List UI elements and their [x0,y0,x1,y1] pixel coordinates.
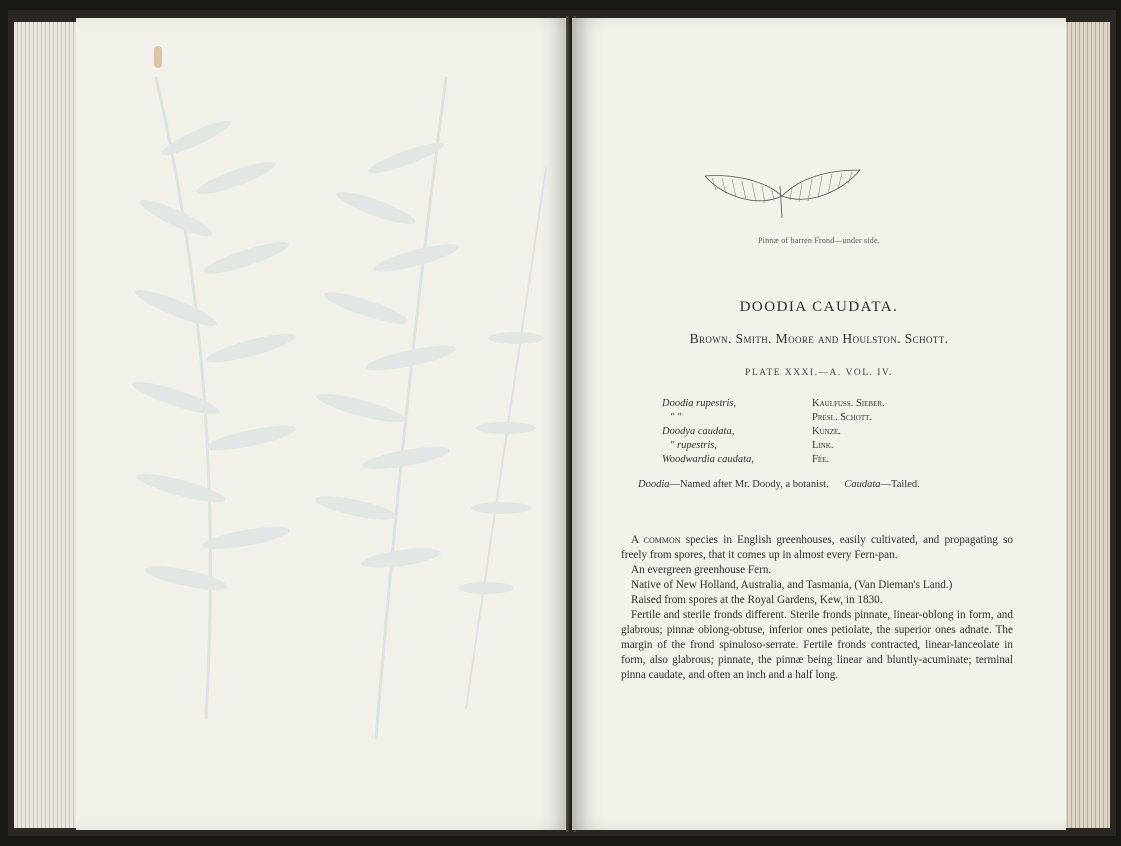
synonym-name: " " [670,412,682,423]
plate-reference: PLATE XXXI.—A. VOL. IV. [745,368,893,378]
etymology-species: Caudata [844,479,881,490]
synonym-authority: Kunze. [812,426,841,437]
left-page-edges [14,22,76,828]
paragraph [621,533,1013,563]
fern-showthrough-image [76,18,570,830]
synonym-authority: Link. [812,440,834,451]
authors-line: Brown. Smith. Moore and Houlston. Schott. [689,331,949,346]
description-text [621,533,1013,683]
synonym-row [572,398,1066,411]
etymology-line [638,479,1018,490]
paragraph: Fertile and sterile fronds different. Sterile fronds pinnate, linear-oblong in form, and glabrous; pinnæ oblong-obtuse, inferior ones petiolate, the superior ones adnate. The margin of the frond spinuloso-serrate. Fertile fronds contracted, linear-lanceolate in form, also glabrous; pinnate, the pinnæ being linear and bluntly-acuminate; terminal pinna caudate, and often an inch and a half long. [621,609,1013,681]
paragraph-lead: A common [631,534,681,546]
synonym-row [572,440,1066,453]
figure-caption: Pinnæ of barren Frond—under side. [758,236,880,245]
etymology-genus: Doodia [638,479,670,490]
synonym-row [572,412,1066,425]
synonym-name: Doodya caudata, [662,426,735,437]
synonym-authority: Fée. [812,454,830,465]
synonym-authority: Kaulfuss. Sieber. [812,398,885,409]
synonym-row [572,426,1066,439]
synonym-name: " rupestris, [670,440,717,451]
paragraph: Native of New Holland, Australia, and Tasmania, (Van Dieman's Land.) [631,579,953,591]
right-page [572,18,1066,830]
paragraph-text: species in English greenhouses, easily cultivated, and propagating so freely from spores, that it comes up in almost every Fern-pan. [621,534,1014,561]
synonym-authority: Presl. Schott. [812,412,872,423]
right-page-edges [1064,22,1110,828]
synonym-row [572,454,1066,467]
synonym-name: Woodwardia caudata, [662,454,754,465]
page-title: DOODIA CAUDATA. [739,299,899,315]
etymology-species-text: —Tailed. [880,479,920,490]
pinnae-illustration [702,156,862,228]
paragraph: Raised from spores at the Royal Gardens, Kew, in 1830. [631,594,883,606]
etymology-genus-text: —Named after Mr. Doody, a botanist. [669,479,829,490]
synonym-name: Doodia rupestris, [662,398,737,409]
left-page [76,18,570,830]
paragraph: An evergreen greenhouse Fern. [631,564,772,576]
